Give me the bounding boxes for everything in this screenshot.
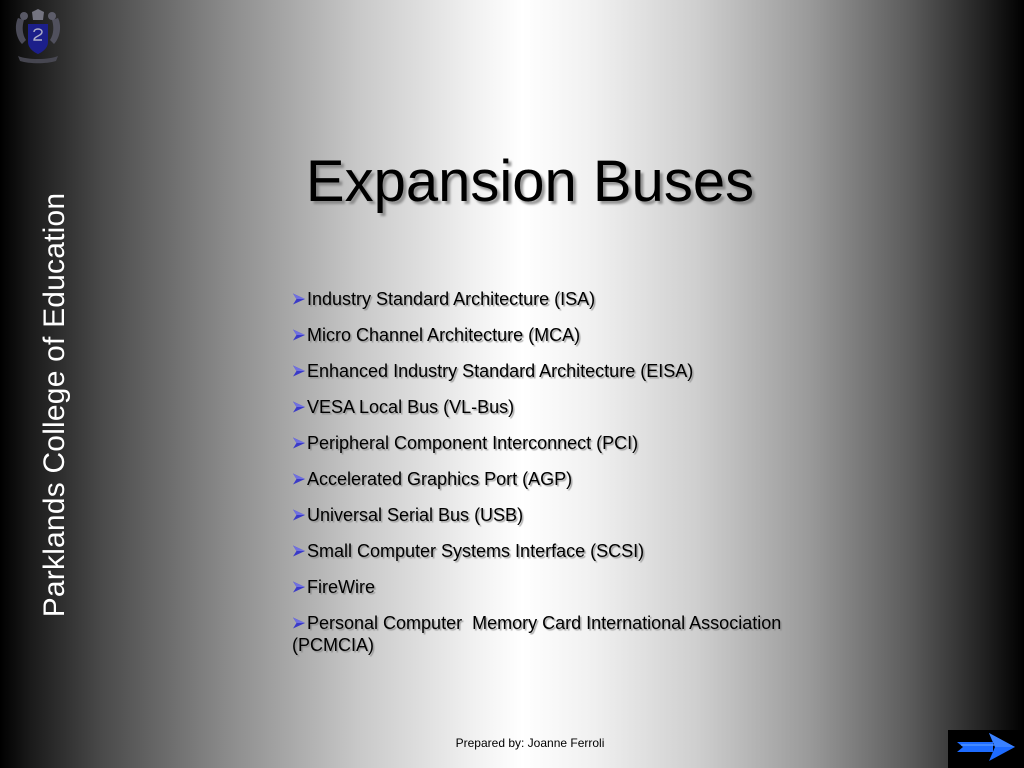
- footer-credit: Prepared by: Joanne Ferroli: [455, 736, 605, 750]
- list-item: [292, 360, 852, 382]
- bullet-text: Personal Computer Memory Card International Association (PCMCIA): [292, 613, 787, 655]
- next-arrow-icon: [953, 731, 1019, 768]
- bullet-text: VESA Local Bus (VL-Bus): [307, 397, 515, 417]
- list-item: [292, 432, 852, 454]
- bullet-text: Accelerated Graphics Port (AGP): [307, 469, 573, 489]
- arrowhead-bullet-icon: [292, 396, 306, 408]
- list-item: [292, 540, 852, 562]
- arrowhead-bullet-icon: [292, 360, 306, 372]
- bullet-text: Universal Serial Bus (USB): [307, 505, 524, 525]
- list-item: [292, 468, 852, 490]
- bullet-text: Micro Channel Architecture (MCA): [307, 325, 581, 345]
- list-item: [292, 396, 852, 418]
- arrowhead-bullet-icon: [292, 504, 306, 516]
- next-slide-button[interactable]: [948, 730, 1024, 768]
- college-crest-icon: [12, 8, 64, 64]
- list-item: [292, 612, 852, 656]
- bullet-text: Small Computer Systems Interface (SCSI): [307, 541, 645, 561]
- bullet-list: [292, 288, 852, 670]
- bullet-text: FireWire: [307, 577, 375, 597]
- list-item: [292, 576, 852, 598]
- arrowhead-bullet-icon: [292, 324, 306, 336]
- list-item: [292, 504, 852, 526]
- bullet-text: Enhanced Industry Standard Architecture (EISA): [307, 361, 694, 381]
- list-item: [292, 288, 852, 310]
- arrowhead-bullet-icon: [292, 540, 306, 552]
- arrowhead-bullet-icon: [292, 288, 306, 300]
- bullet-text: Peripheral Component Interconnect (PCI): [307, 433, 639, 453]
- college-name-vertical: Parklands College of Education: [38, 192, 71, 618]
- bullet-text: Industry Standard Architecture (ISA): [307, 289, 596, 309]
- list-item: [292, 324, 852, 346]
- arrowhead-bullet-icon: [292, 612, 306, 624]
- arrowhead-bullet-icon: [292, 432, 306, 444]
- arrowhead-bullet-icon: [292, 468, 306, 480]
- arrowhead-bullet-icon: [292, 576, 306, 588]
- slide-title: Expansion Buses: [305, 149, 755, 214]
